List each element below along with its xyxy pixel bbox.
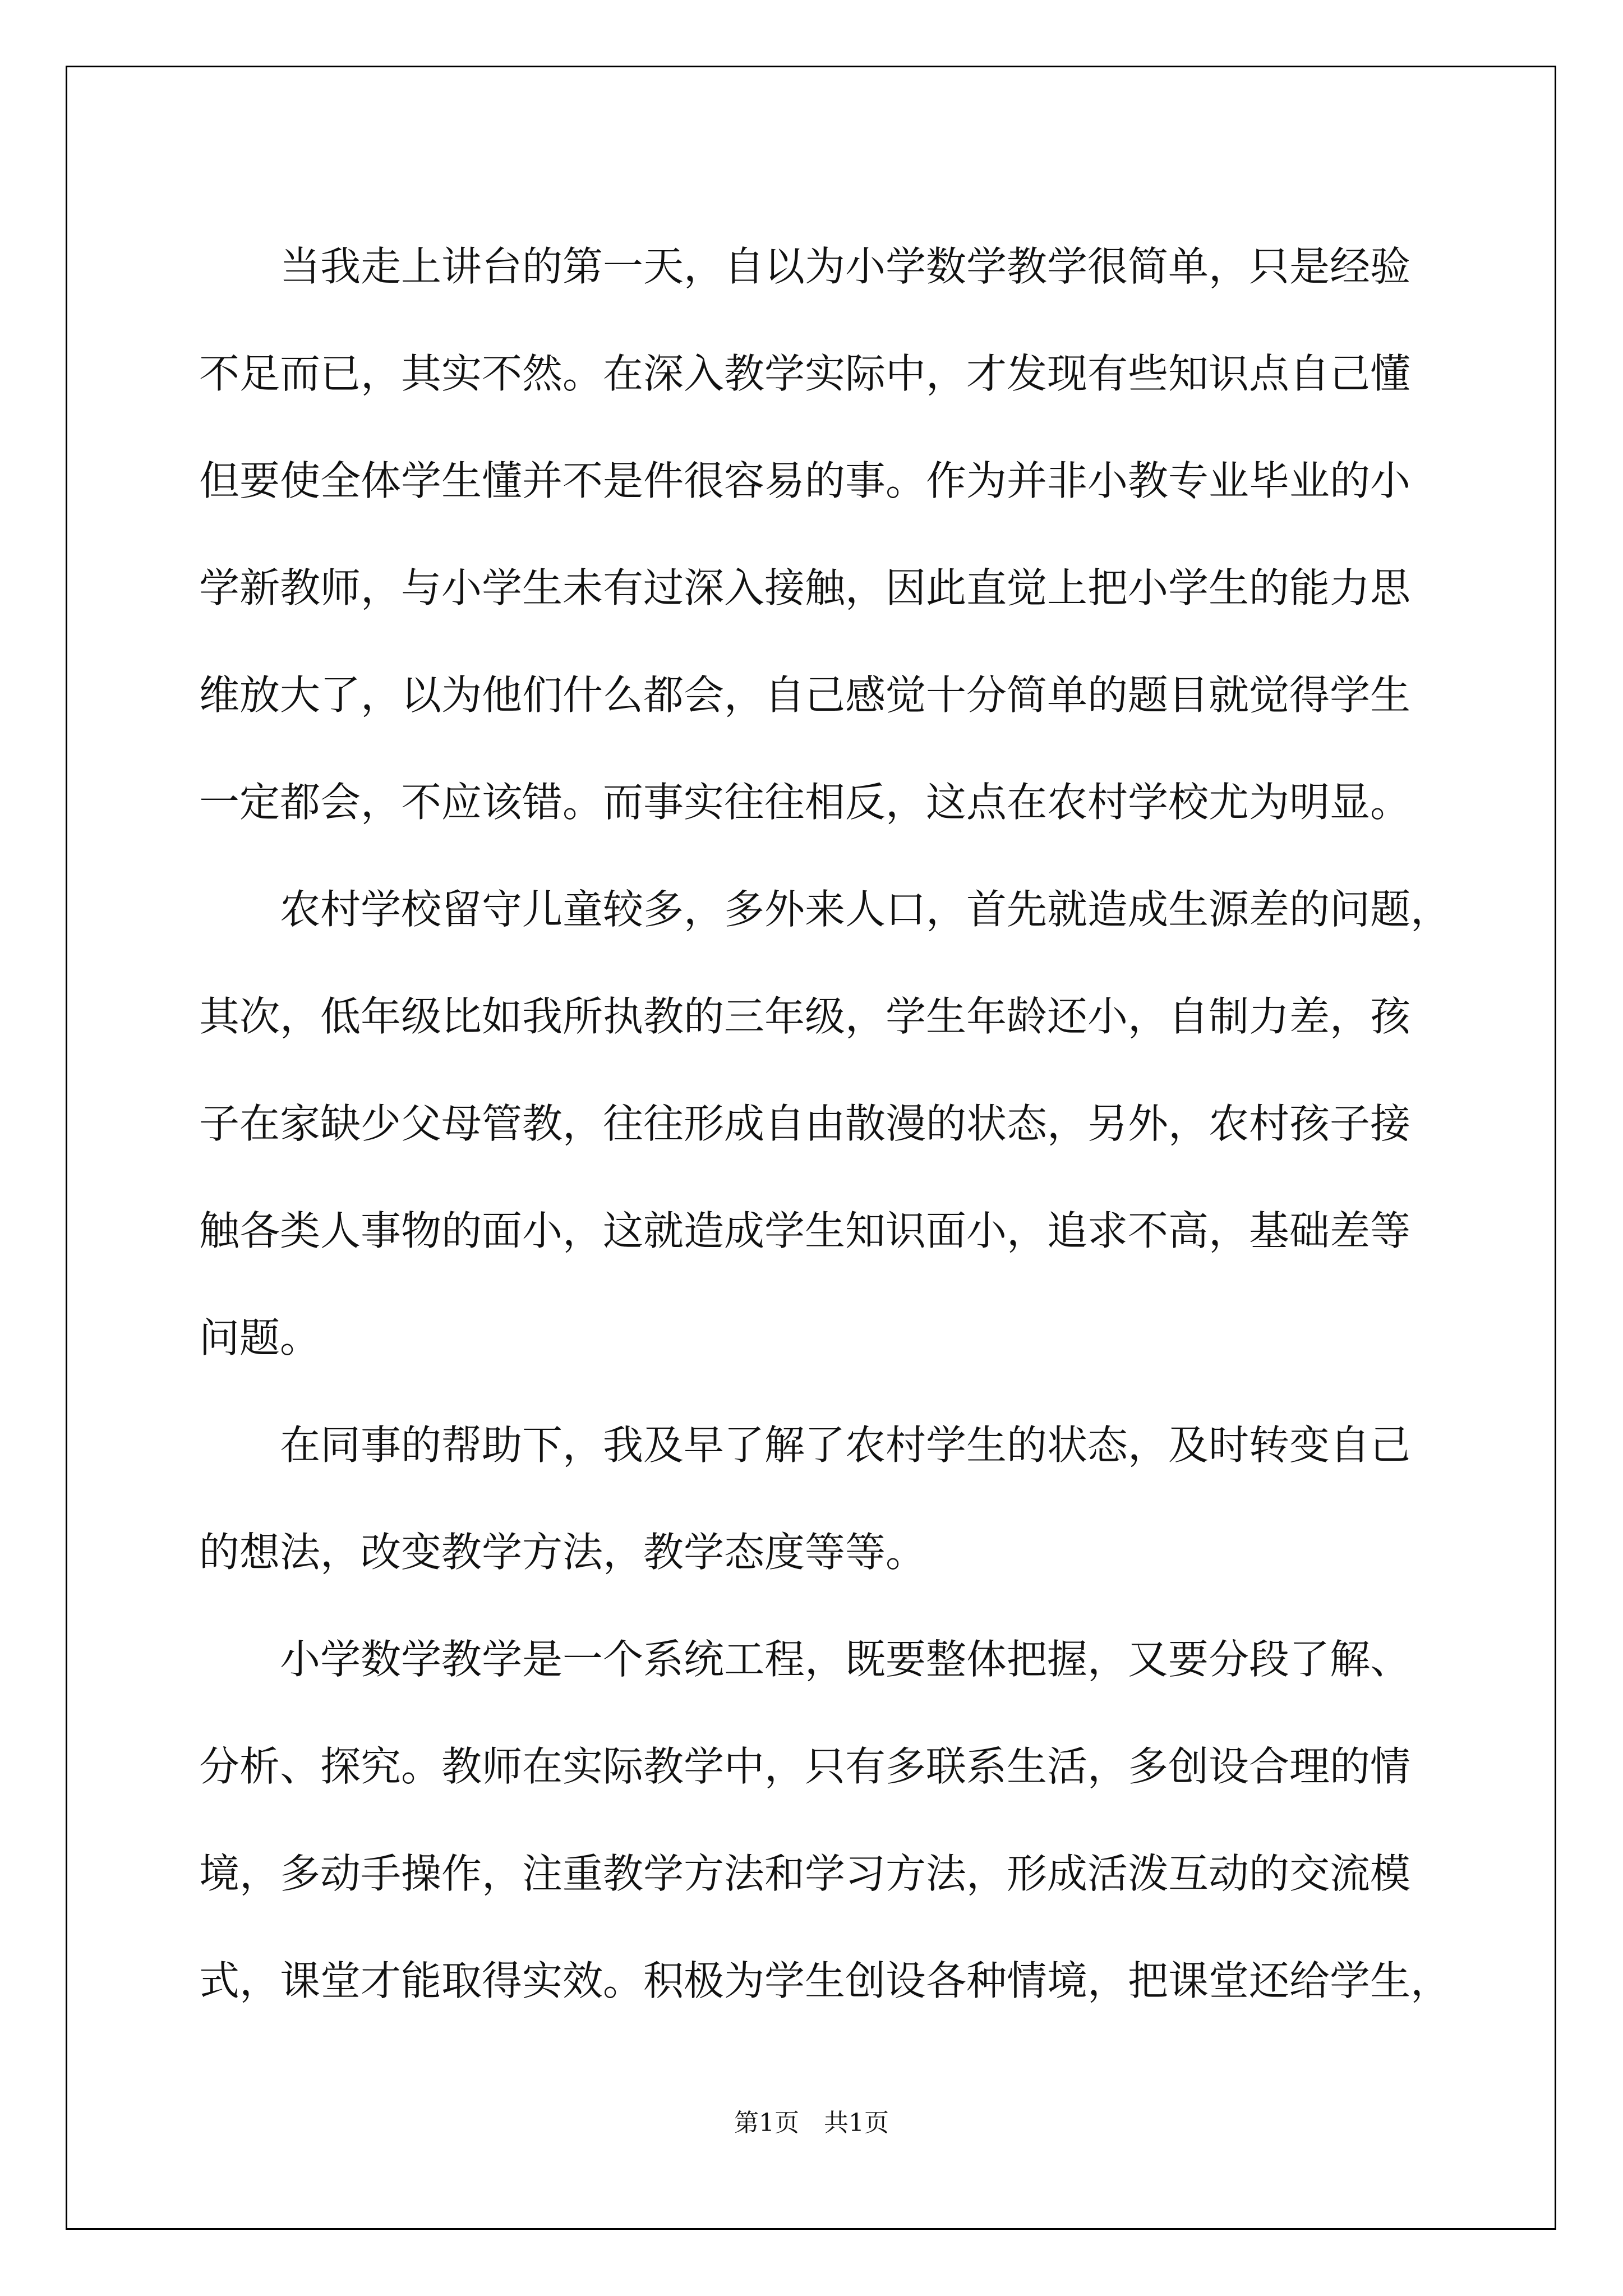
text-line: 分析、探究。教师在实际教学中，只有多联系生活，多创设合理的情 (199, 1743, 1411, 1790)
text-line: 境，多动手操作，注重教学方法和学习方法，形成活泼互动的交流模 (199, 1850, 1411, 1897)
text-line: 学新教师，与小学生未有过深入接触，因此直觉上把小学生的能力思 (199, 564, 1411, 611)
page-footer (0, 2102, 1623, 2138)
text-line: 农村学校留守儿童较多，多外来人口，首先就造成生源差的问题， (280, 886, 1451, 933)
document-body (199, 213, 1451, 2035)
page-total: 共1页 (824, 2109, 889, 2137)
text-line: 小学数学教学是一个系统工程，既要整体把握，又要分段了解、 (280, 1636, 1411, 1683)
text-line: 在同事的帮助下，我及早了解了农村学生的状态，及时转变自己 (280, 1421, 1411, 1469)
text-line: 式，课堂才能取得实效。积极为学生创设各种情境，把课堂还给学生， (199, 1957, 1451, 2004)
text-line: 维放大了，以为他们什么都会，自己感觉十分简单的题目就觉得学生 (199, 671, 1411, 719)
text-line: 的想法，改变教学方法，教学态度等等。 (199, 1529, 926, 1576)
text-line: 当我走上讲台的第一天，自以为小学数学教学很简单，只是经验 (280, 243, 1411, 290)
text-line: 子在家缺少父母管教，往往形成自由散漫的状态，另外，农村孩子接 (199, 1100, 1411, 1147)
text-line: 不足而已，其实不然。在深入教学实际中，才发现有些知识点自己懂 (199, 350, 1411, 397)
text-line: 问题。 (199, 1314, 321, 1361)
text-line: 一定都会，不应该错。而事实往往相反，这点在农村学校尤为明显。 (199, 779, 1411, 826)
text-line: 触各类人事物的面小，这就造成学生知识面小，追求不高，基础差等 (199, 1207, 1411, 1254)
text-line: 其次，低年级比如我所执教的三年级，学生年龄还小，自制力差，孩 (199, 993, 1411, 1040)
text-line: 但要使全体学生懂并不是件很容易的事。作为并非小教专业毕业的小 (199, 457, 1411, 504)
page-number: 第1页 (734, 2109, 799, 2137)
